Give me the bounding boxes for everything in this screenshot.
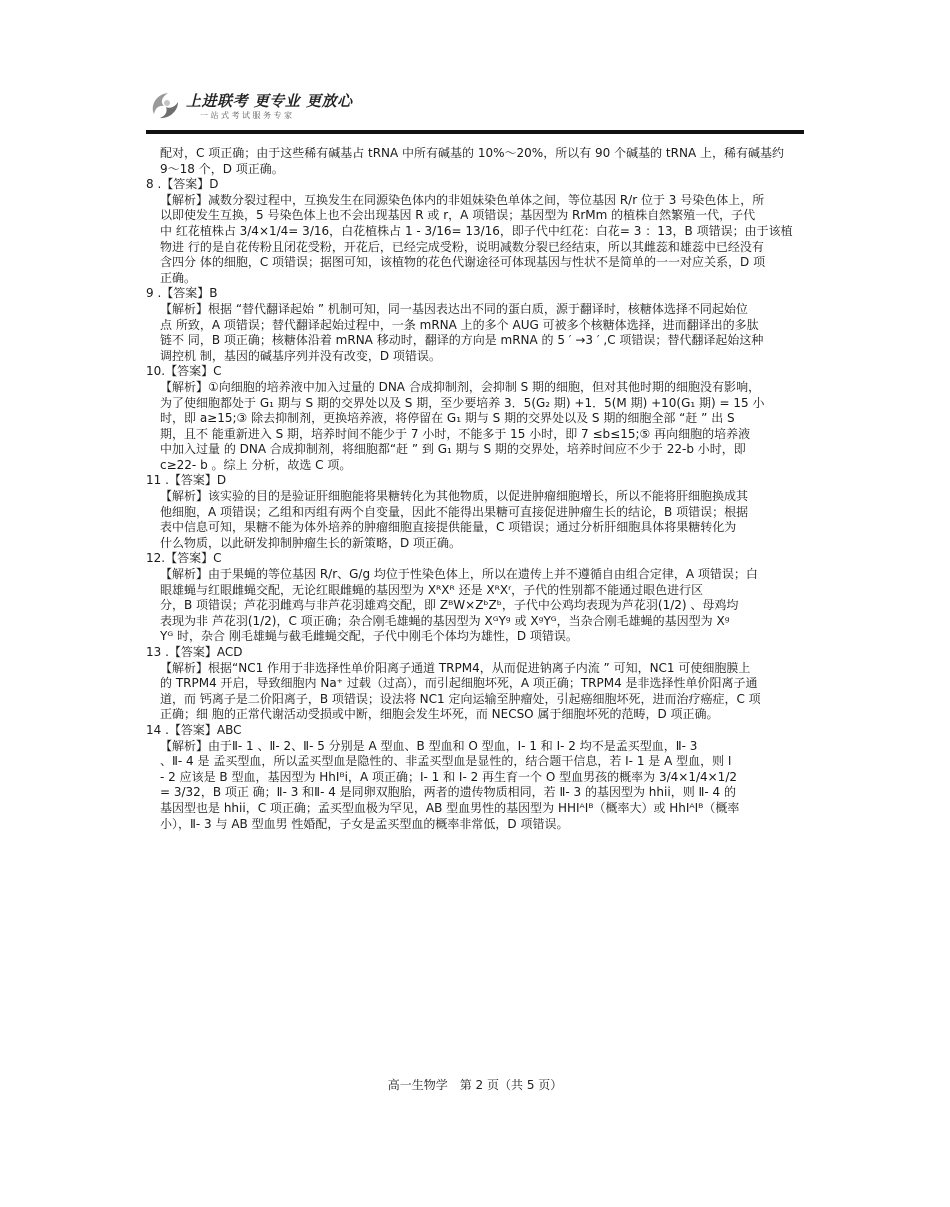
text-line: 道，而 钙离子是二价阳离子，B 项错误；设法将 NC1 定向运输至肿瘤处，引起癌细胞坏死，进而治疗癌症，C 项 bbox=[160, 691, 761, 706]
text-line: 【解析】由于果蝇的等位基因 R/r、G/g 均位于性染色体上，所以在遗传上并不遵循自由组合定律，A 项错误；白 bbox=[160, 567, 758, 582]
answer-label: 11 .【答案】D bbox=[146, 473, 227, 488]
answer-label: 14 .【答案】ABC bbox=[146, 722, 242, 737]
text-line: 【解析】该实验的目的是验证肝细胞能将果糖转化为其他物质，以促进肿瘤细胞增长，所以不能将肝细胞换成其 bbox=[160, 489, 749, 504]
text-line: 【解析】由于Ⅱ- 1 、Ⅱ- 2、Ⅱ- 5 分别是 A 型血、B 型血和 O 型血，Ⅰ- 1 和 Ⅰ- 2 均不是孟买型血，Ⅱ- 3 bbox=[160, 738, 698, 753]
text-line: 、Ⅱ- 4 是 孟买型血，所以孟买型血是隐性的、非孟买型血是显性的，结合题干信息，若 Ⅰ- 1 是 A 型血，则 Ⅰ bbox=[160, 754, 732, 769]
text-line: 配对，C 项正确；由于这些稀有碱基占 tRNA 中所有碱基的 10%～20%，所以有 90 个碱基的 tRNA 上，稀有碱基约 bbox=[160, 146, 784, 160]
text-line: - 2 应该是 B 型血，基因型为 HhIᴮi，A 项正确；Ⅰ- 1 和 Ⅰ- 2 再生育一个 O 型血男孩的概率为 3/4×1/4×1/2 bbox=[160, 769, 737, 784]
text-line: = 3/32，B 项正 确；Ⅱ- 3 和Ⅱ- 4 是同卵双胞胎，两者的遗传物质相同，若 Ⅱ- 3 的基因型为 hhii，则 Ⅱ- 4 的 bbox=[160, 785, 737, 800]
text-line: 【解析】①向细胞的培养液中加入过量的 DNA 合成抑制剂，会抑制 S 期的细胞，但对其他时期的细胞没有影响， bbox=[160, 379, 761, 394]
answer-label: 9 .【答案】B bbox=[146, 286, 218, 301]
text-line: 物进 行的是自花传粉且闭花受粉，开花后，已经完成受粉，说明减数分裂已经结束，所以其雌蕊和雄蕊中已经没有 bbox=[160, 239, 764, 254]
answer-label: 8 .【答案】D bbox=[146, 177, 219, 192]
text-line: 他细胞，A 项错误；乙组和丙组有两个自变量，因此不能得出果糖可直接促进肿瘤生长的结论，B 项错误；根据 bbox=[160, 504, 749, 519]
text-line: 什么物质，以此研发抑制肿瘤生长的新策略，D 项正确。 bbox=[160, 535, 462, 550]
text-line: 点 所致，A 项错误；替代翻译起始过程中，一条 mRNA 上的多个 AUG 可被多个核糖体选择，进而翻译出的多肽 bbox=[160, 317, 759, 332]
brand-title: 上进联考 更专业 更放心 bbox=[186, 92, 353, 110]
answer-content bbox=[146, 146, 806, 832]
text-line: 【解析】根据“NC1 作用于非选择性单价阳离子通道 TRPM4，从而促进钠离子内流 ” 可知，NC1 可使细胞膜上 bbox=[160, 660, 751, 675]
text-line: 正确；细 胞的正常代谢活动受损或中断，细胞会发生坏死，而 NECSO 属于细胞坏死的范畴，D 项正确。 bbox=[160, 707, 719, 722]
text-line: 【解析】根据 “替代翻译起始 ” 机制可知，同一基因表达出不同的蛋白质，源于翻译时，核糖体选择不同起始位 bbox=[160, 301, 748, 316]
answer-label: 13 .【答案】ACD bbox=[146, 645, 243, 659]
text-line: 为了使细胞都处于 G₁ 期与 S 期的交界处以及 S 期，至少要培养 3．5(G₂ 期) +1．5(M 期) +10(G₁ 期) = 15 小 bbox=[160, 395, 765, 410]
page-footer: 高一生物学 第 2 页（共 5 页） bbox=[387, 1078, 563, 1092]
text-line: 正确。 bbox=[160, 270, 197, 285]
text-line: 的 TRPM4 开启，导致细胞内 Na⁺ 过载（过高），而引起细胞坏死，A 项正确；TRPM4 是非选择性单价阳离子通 bbox=[160, 676, 758, 691]
text-line: 调控机 制，基因的碱基序列并没有改变，D 项错误。 bbox=[160, 348, 441, 363]
logo-swirl-icon bbox=[148, 88, 182, 122]
text-line: c≥22- b 。综上 分析，故选 C 项。 bbox=[160, 457, 352, 472]
text-line: 眼雄蝇与红眼雌蝇交配，无论红眼雌蝇的基因型为 XᴿXᴿ 还是 XᴿXʳ，子代的性别都不能通过眼色进行区 bbox=[160, 582, 704, 597]
answer-label: 12.【答案】C bbox=[146, 551, 222, 566]
text-line: 以即使发生互换，5 号染色体上也不会出现基因 R 或 r，A 项错误；基因型为 RrMm 的植株自然繁殖一代，子代 bbox=[160, 208, 756, 223]
text-line: 链不 同，B 项正确；核糖体沿着 mRNA 移动时，翻译的方向是 mRNA 的 5 ′ →3 ′ ,C 项错误；替代翻译起始这种 bbox=[160, 333, 764, 348]
text-line: 中加入过量 的 DNA 合成抑制剂，将细胞都“赶 ” 到 G₁ 期与 S 期的交界处，培养时间应不少于 22-b 小时，即 bbox=[160, 442, 746, 457]
answer-label: 10.【答案】C bbox=[146, 364, 222, 379]
text-line: 含四分 体的细胞，C 项错误；据图可知，该植物的花色代谢途径可体现基因与性状不是简单的一一对应关系，D 项 bbox=[160, 255, 766, 270]
text-line: 表现为非 芦花羽(1/2)，C 项正确；杂合刚毛雄蝇的基因型为 XᴳYᵍ 或 XᵍYᴳ，当杂合刚毛雄蝇的基因型为 Xᵍ bbox=[160, 613, 730, 628]
page-header bbox=[148, 86, 808, 130]
text-line: 表中信息可知，果糖不能为体外培养的肿瘤细胞直接提供能量，C 项错误；通过分析肝细胞具体将果糖转化为 bbox=[160, 520, 737, 535]
text-line: 分，B 项错误；芦花羽雌鸡与非芦花羽雄鸡交配，即 ZᴮW×ZᵇZᵇ，子代中公鸡均表现为芦花羽(1/2) 、母鸡均 bbox=[160, 598, 739, 613]
text-line: 基因型也是 hhii，C 项正确；孟买型血极为罕见，AB 型血男性的基因型为 HHIᴬIᴮ（概率大）或 HhIᴬIᴮ（概率 bbox=[160, 800, 740, 815]
text-line: 中 红花植株占 3/4×1/4= 3/16，白花植株占 1 - 3/16= 13/16，即子代中红花：白花= 3 ：13，B 项错误；由于该植 bbox=[160, 223, 793, 238]
text-line: Yᴳ 时，杂合 刚毛雄蝇与截毛雌蝇交配，子代中刚毛个体均为雄性，D 项错误。 bbox=[160, 629, 578, 644]
brand-slogan: 一站式考试服务专家 bbox=[200, 111, 295, 120]
header-rule bbox=[146, 130, 804, 134]
text-line: 小），Ⅱ- 3 与 AB 型血男 性婚配，子女是孟买型血的概率非常低，D 项错误。 bbox=[160, 816, 569, 831]
text-line: 9～18 个，D 项正确。 bbox=[160, 161, 284, 176]
text-line: 时，即 a≥15;③ 除去抑制剂，更换培养液，将停留在 G₁ 期与 S 期的交界处以及 S 期的细胞全部 “赶 ” 出 S bbox=[160, 411, 735, 426]
text-line: 【解析】减数分裂过程中，互换发生在同源染色体内的非姐妹染色单体之间，等位基因 R/r 位于 3 号染色体上，所 bbox=[160, 192, 765, 207]
text-line: 期，且不 能重新进入 S 期，培养时间不能少于 7 小时，不能多于 15 小时，即 7 ≤b≤15;⑤ 再向细胞的培养液 bbox=[160, 426, 751, 441]
